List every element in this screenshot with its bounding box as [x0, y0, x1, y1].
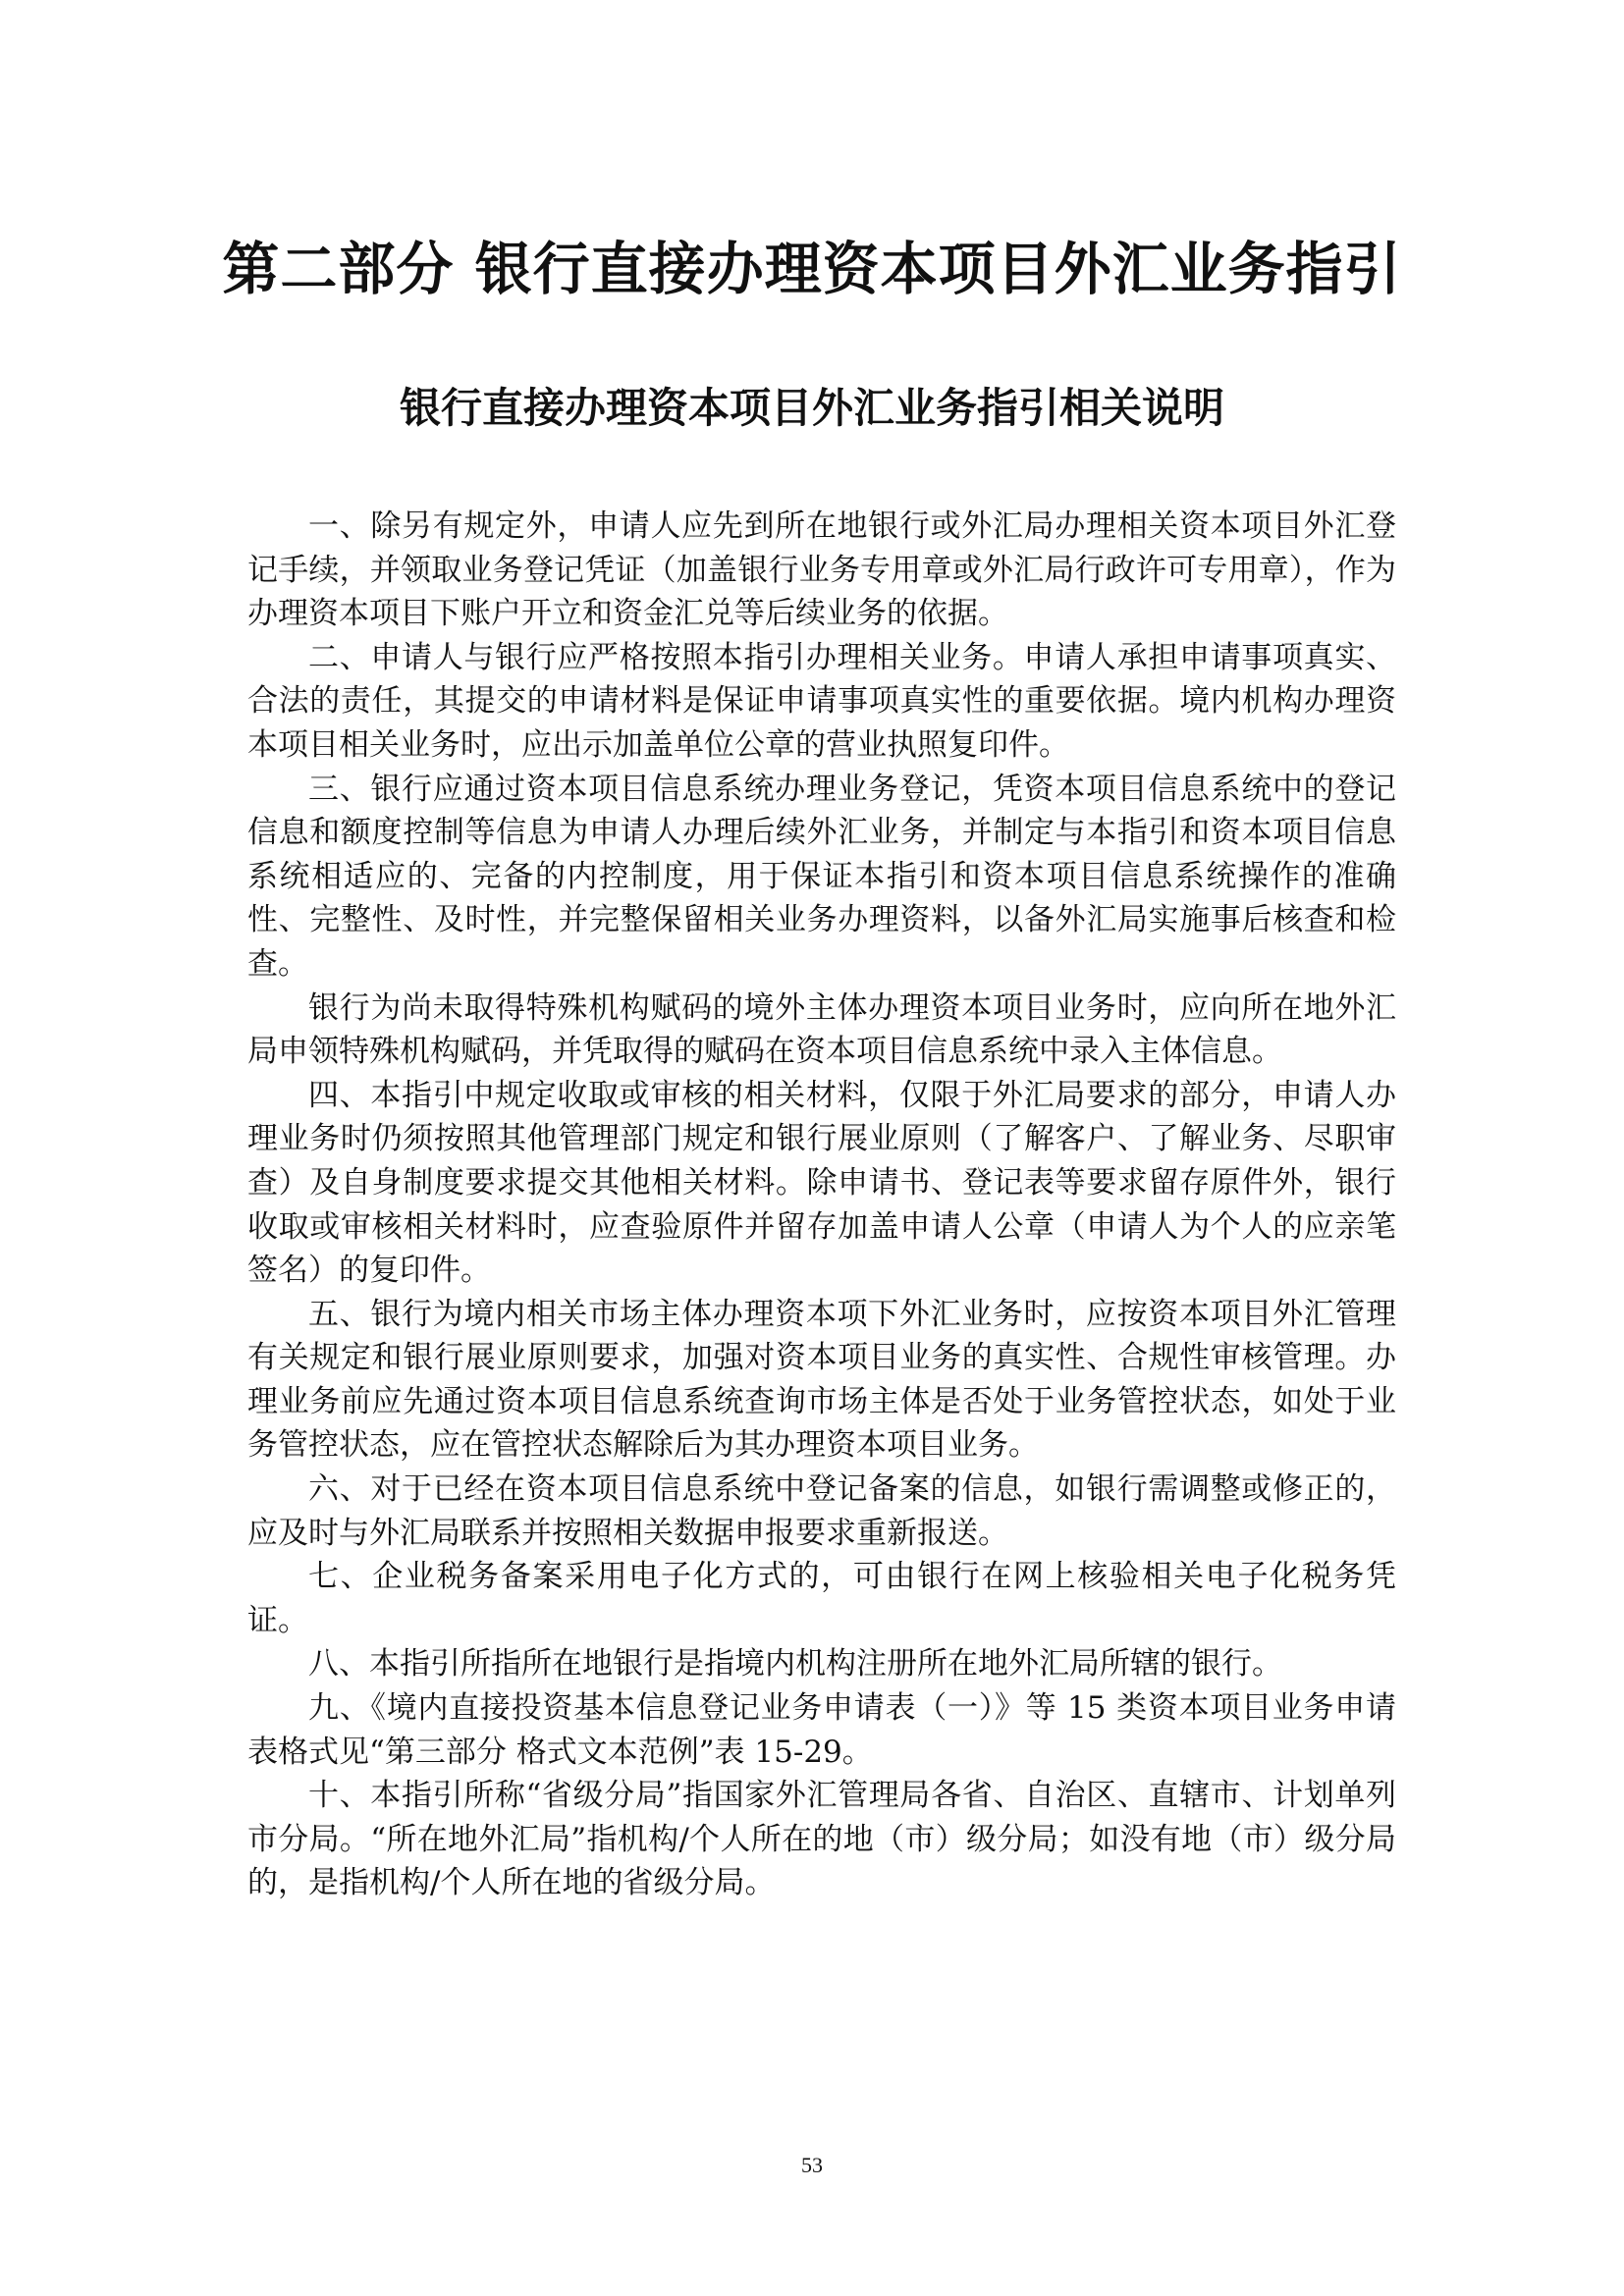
paragraph-8: 七、企业税务备案采用电子化方式的，可由银行在网上核验相关电子化税务凭证。 — [247, 1559, 1396, 1638]
paragraph-3: 三、银行应通过资本项目信息系统办理业务登记，凭资本项目信息系统中的登记信息和额度控制等信息为申请人办理后续外汇业务，并制定与本指引和资本项目信息系统相适应的、完备的内控制度，用于保证本指引和资本项目信息系统操作的准确性、完整性、及时性，并完整保留相关业务办理资料，以备外汇局实施事后核查和检查。 — [247, 771, 1396, 982]
paragraph-2: 二、申请人与银行应严格按照本指引办理相关业务。申请人承担申请事项真实、合法的责任，其提交的申请材料是保证申请事项真实性的重要依据。境内机构办理资本项目相关业务时，应出示加盖单位公章的营业执照复印件。 — [247, 639, 1396, 763]
part-title: 第二部分 银行直接办理资本项目外汇业务指引 — [222, 236, 1402, 302]
paragraph-1: 一、除另有规定外，申请人应先到所在地银行或外汇局办理相关资本项目外汇登记手续，并领取业务登记凭证（加盖银行业务专用章或外汇局行政许可专用章），作为办理资本项目下账户开立和资金汇兑等后续业务的依据。 — [247, 508, 1396, 632]
section-title: 银行直接办理资本项目外汇业务指引相关说明 — [399, 384, 1224, 432]
paragraph-7: 六、对于已经在资本项目信息系统中登记备案的信息，如银行需调整或修正的，应及时与外汇局联系并按照相关数据申报要求重新报送。 — [247, 1471, 1396, 1551]
paragraph-11: 十、本指引所称“省级分局”指国家外汇管理局各省、自治区、直辖市、计划单列市分局。“所在地外汇局”指机构/个人所在的地（市）级分局；如没有地（市）级分局的，是指机构/个人所在地的省级分局。 — [247, 1778, 1396, 1901]
paragraph-6: 五、银行为境内相关市场主体办理资本项下外汇业务时，应按资本项目外汇管理有关规定和银行展业原则要求，加强对资本项目业务的真实性、合规性审核管理。办理业务前应先通过资本项目信息系统查询市场主体是否处于业务管控状态，如处于业务管控状态，应在管控状态解除后为其办理资本项目业务。 — [247, 1296, 1396, 1464]
page-number: 53 — [801, 2153, 823, 2177]
paragraph-5: 四、本指引中规定收取或审核的相关材料，仅限于外汇局要求的部分，申请人办理业务时仍须按照其他管理部门规定和银行展业原则（了解客户、了解业务、尽职审查）及自身制度要求提交其他相关材料。除申请书、登记表等要求留存原件外，银行收取或审核相关材料时，应查验原件并留存加盖申请人公章（申请人为个人的应亲笔签名）的复印件。 — [247, 1077, 1396, 1289]
paragraph-4: 银行为尚未取得特殊机构赋码的境外主体办理资本项目业务时，应向所在地外汇局申领特殊机构赋码，并凭取得的赋码在资本项目信息系统中录入主体信息。 — [247, 989, 1396, 1070]
paragraph-10: 九、《境内直接投资基本信息登记业务申请表（一）》等 15 类资本项目业务申请表格式见“第三部分 格式文本范例”表 15-29。 — [247, 1690, 1396, 1770]
body-text — [247, 505, 1396, 1905]
paragraph-9: 八、本指引所指所在地银行是指境内机构注册所在地外汇局所辖的银行。 — [308, 1646, 1282, 1682]
